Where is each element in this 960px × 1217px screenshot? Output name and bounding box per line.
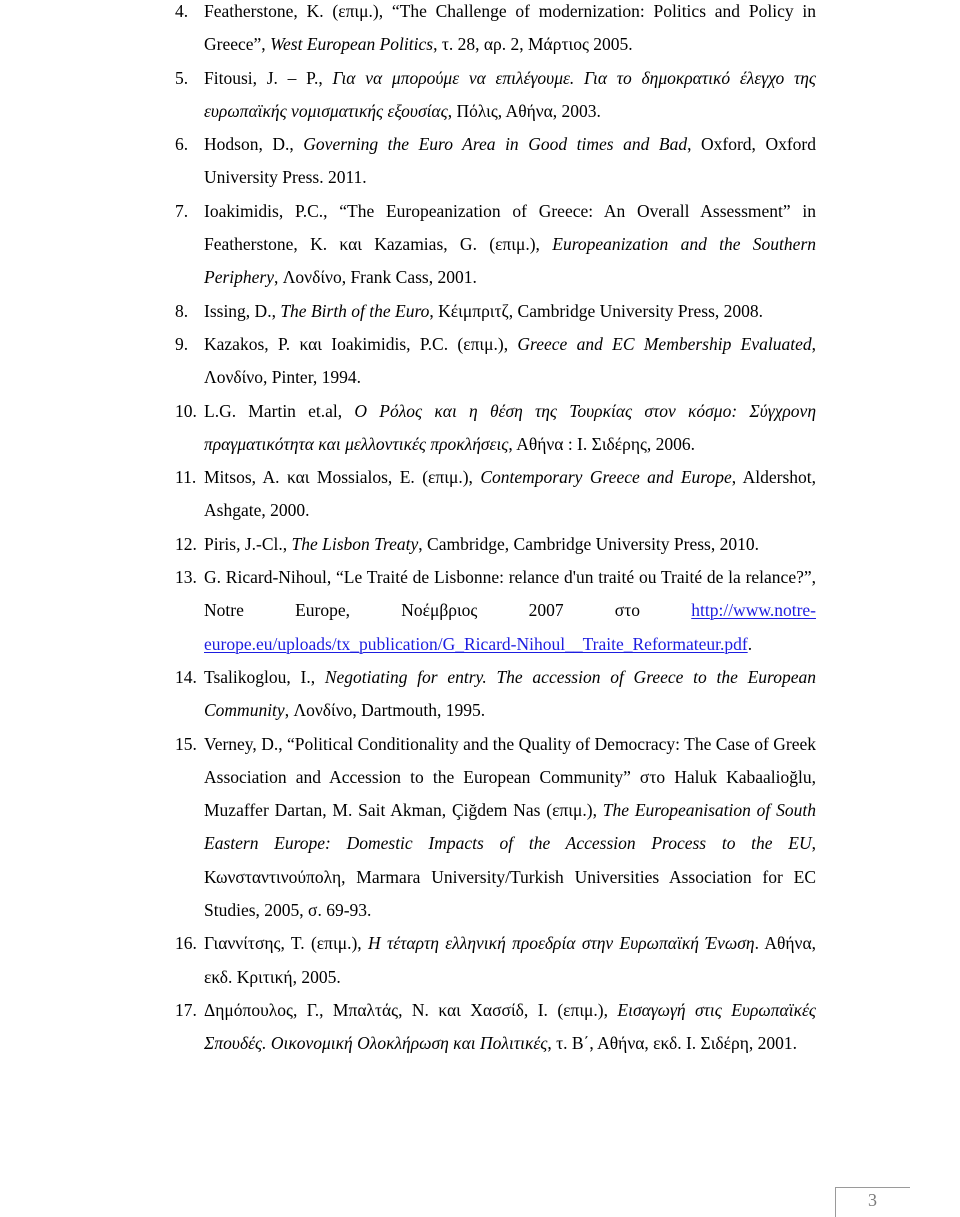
reference-title: Europeanization and the Southern Periphery bbox=[204, 234, 817, 288]
reference-item-14 bbox=[0, 661, 816, 728]
reference-title: Negotiating for entry. The accession of Greece to the European Community bbox=[204, 666, 816, 721]
reference-number: 14. bbox=[175, 666, 197, 687]
reference-text: , Aldershot, Ashgate, 2000. bbox=[204, 467, 816, 521]
reference-item-17 bbox=[0, 994, 816, 1061]
reference-item-7 bbox=[0, 195, 816, 295]
reference-text: Tsalikoglou, I., bbox=[204, 666, 325, 687]
reference-title: The Europeanisation of South Eastern Europe: Domestic Impacts of the Accession Process to the EU bbox=[204, 800, 816, 854]
reference-text: , Λονδίνο, Dartmouth, 1995. bbox=[284, 700, 486, 721]
reference-number: 6. bbox=[175, 134, 189, 155]
reference-item-9 bbox=[0, 328, 816, 395]
reference-item-15 bbox=[0, 728, 816, 928]
reference-text: Δημόπουλος, Γ., Μπαλτάς, Ν. και Χασσίδ, Ι. (επιμ.), bbox=[204, 999, 618, 1020]
reference-title: The Lisbon Treaty bbox=[291, 533, 419, 554]
reference-item-16 bbox=[0, 927, 816, 994]
reference-text: Ioakimidis, P.C., “The Europeanization of Greece: An Overall Assessment” in Featherstone, K. και Kazamias, G. (επιμ.), bbox=[204, 200, 816, 255]
reference-title: The Birth of the Euro bbox=[280, 300, 430, 321]
reference-text: G. Ricard-Nihoul, “Le Traité de Lisbonne: relance d'un traité ou Traité de la relance?”, Notre Europe, Νοέμβριος 2007 στο bbox=[204, 567, 816, 621]
reference-text: Hodson, D., bbox=[204, 134, 304, 155]
reference-text: , Λονδίνο, Frank Cass, 2001. bbox=[273, 267, 477, 288]
reference-title: West European Politics bbox=[270, 34, 434, 55]
reference-text: Issing, D., bbox=[204, 300, 281, 321]
reference-title: Ο Ρόλος και η θέση της Τουρκίας στον κόσμο: Σύγχρονη πραγματικότητα και μελλοντικές προκλήσεις bbox=[204, 400, 816, 454]
reference-text: . Αθήνα, εκδ. Κριτική, 2005. bbox=[204, 933, 816, 987]
reference-text: , Κέιμπριτζ, Cambridge University Press, 2008. bbox=[429, 300, 763, 321]
reference-text: Kazakos, P. και Ioakimidis, P.C. (επιμ.), bbox=[204, 333, 518, 354]
reference-text: . bbox=[747, 633, 753, 654]
reference-text: , τ. 28, αρ. 2, Μάρτιος 2005. bbox=[433, 34, 633, 55]
reference-text: L.G. Martin et.al, bbox=[204, 400, 355, 421]
reference-title: Για να μπορούμε να επιλέγουμε. Για το δημοκρατικό έλεγχο της ευρωπαϊκής νομισματικής εξουσίας bbox=[204, 67, 817, 121]
reference-text: , τ. Β΄, Αθήνα, εκδ. Ι. Σιδέρη, 2001. bbox=[547, 1033, 798, 1054]
reference-text: , Oxford, Oxford University Press. 2011. bbox=[204, 134, 817, 188]
reference-text: Γιαννίτσης, Τ. (επιμ.), bbox=[204, 933, 369, 954]
reference-item-8 bbox=[0, 295, 816, 328]
reference-title: Εισαγωγή στις Ευρωπαϊκές Σπουδές. Οικονομική Ολοκλήρωση και Πολιτικές bbox=[204, 999, 816, 1054]
reference-number: 16. bbox=[175, 933, 197, 954]
reference-text: Mitsos, A. και Mossialos, E. (επιμ.), bbox=[204, 467, 481, 488]
reference-text: , Πόλις, Αθήνα, 2003. bbox=[447, 100, 601, 121]
reference-item-4 bbox=[0, 0, 816, 62]
reference-title: Governing the Euro Area in Good times and Bad bbox=[303, 134, 688, 155]
reference-number: 15. bbox=[175, 733, 197, 754]
reference-item-6 bbox=[0, 128, 816, 195]
reference-title: Contemporary Greece and Europe bbox=[480, 467, 732, 488]
reference-text: Verney, D., “Political Conditionality and the Quality of Democracy: The Case of Greek Association and Accession to the European Community” στο Haluk Kabaalioğlu, Muzaffer Dartan, M. Sait Akman, Çiğdem Nas (επιμ.), bbox=[204, 733, 816, 821]
reference-number: 8. bbox=[175, 300, 189, 321]
reference-number: 13. bbox=[175, 567, 197, 588]
reference-text: , Αθήνα : Ι. Σιδέρης, 2006. bbox=[508, 433, 696, 454]
page-number: 3 bbox=[868, 1190, 877, 1210]
reference-title: Greece and EC Membership Evaluated bbox=[517, 333, 812, 354]
reference-text: Featherstone, K. (επιμ.), “The Challenge of modernization: Politics and Policy in Greece”, bbox=[204, 1, 816, 55]
reference-item-10 bbox=[0, 395, 816, 462]
reference-item-12 bbox=[0, 528, 816, 561]
reference-title: Η τέταρτη ελληνική προεδρία στην Ευρωπαϊκή Ένωση bbox=[368, 933, 755, 954]
reference-number: 11. bbox=[175, 467, 197, 488]
reference-link[interactable]: http://www.notre-europe.eu/uploads/tx_publication/G_Ricard-Nihoul__Traite_Reformateur.pdf bbox=[204, 600, 816, 654]
reference-text: , Κωνσταντινούπολη, Marmara University/Turkish Universities Association for EC Studies, 2005, σ. 69-93. bbox=[204, 833, 816, 921]
reference-number: 12. bbox=[175, 533, 197, 554]
reference-number: 9. bbox=[175, 333, 189, 354]
reference-number: 4. bbox=[175, 1, 189, 21]
reference-text: , Cambridge, Cambridge University Press, 2010. bbox=[418, 533, 759, 554]
reference-item-13 bbox=[0, 561, 816, 661]
page-number-box bbox=[835, 1187, 910, 1217]
reference-text: , Λονδίνο, Pinter, 1994. bbox=[204, 333, 816, 388]
reference-item-11 bbox=[0, 461, 816, 528]
reference-text: Fitousi, J. – P., bbox=[204, 67, 333, 88]
reference-number: 10. bbox=[175, 400, 197, 421]
reference-number: 7. bbox=[175, 200, 189, 221]
reference-text: Piris, J.-Cl., bbox=[204, 533, 292, 554]
reference-number: 5. bbox=[175, 67, 189, 88]
reference-item-5 bbox=[0, 62, 816, 129]
reference-number: 17. bbox=[175, 999, 197, 1020]
